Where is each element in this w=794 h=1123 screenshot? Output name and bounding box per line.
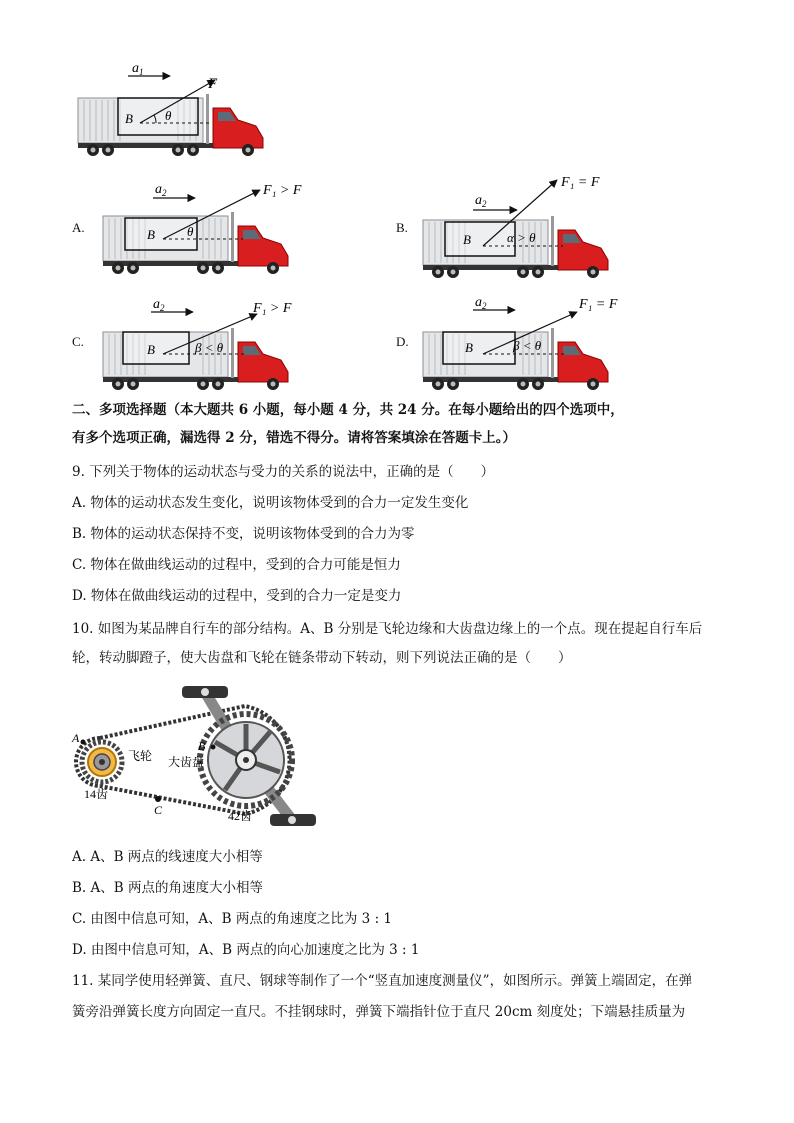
q10-option-c: C. 由图中信息可知，A、B 两点的角速度之比为 3 : 1 bbox=[72, 911, 392, 927]
svg-text:a2: $a_2$ bbox=[475, 193, 487, 209]
truck-figure-option-d bbox=[415, 290, 655, 392]
truck-figure-option-c bbox=[95, 292, 335, 392]
flywheel-label: 飞轮 bbox=[128, 749, 153, 763]
option-b-letter: B. bbox=[396, 220, 408, 235]
svg-text:B: B bbox=[147, 342, 155, 357]
big-teeth-label: 42齿 bbox=[228, 809, 253, 823]
svg-text:a2: $a_2$ bbox=[153, 297, 165, 313]
svg-text:a2: $a_2$ bbox=[155, 182, 167, 198]
acc-label-main: $a_1$ bbox=[132, 61, 144, 77]
svg-text:β < θ: β < θ bbox=[195, 340, 224, 355]
svg-text:B: B bbox=[465, 340, 473, 355]
svg-text:α > θ: α > θ bbox=[507, 230, 536, 245]
chainring-label: 大齿盘 bbox=[168, 755, 205, 769]
q10-stem-line1: 10. 如图为某品牌自行车的部分结构。A、B 分别是飞轮边缘和大齿盘边缘上的一个点。现在提起自行车后 bbox=[72, 621, 703, 637]
section2-header-line1: 二、多项选择题（本大题共 6 小题，每小题 4 分，共 24 分。在每小题给出的四个选项中， bbox=[72, 402, 624, 418]
q10-stem-line2: 轮，转动脚蹬子，使大齿盘和飞轮在链条带动下转动，则下列说法正确的是（ ） bbox=[72, 650, 572, 666]
q11-stem-line2: 簧旁沿弹簧长度方向固定一直尺。不挂钢球时，弹簧下端指针位于直尺 20cm 刻度处；下端悬挂质量为 bbox=[72, 1004, 686, 1020]
q9-stem: 9. 下列关于物体的运动状态与受力的关系的说法中，正确的是（ ） bbox=[72, 464, 495, 480]
svg-text:F₁ = F: F₁ = F bbox=[561, 175, 600, 190]
q10-option-a: A. A、B 两点的线速度大小相等 bbox=[72, 849, 263, 865]
svg-text:B: B bbox=[147, 227, 155, 242]
q9-option-a: A. 物体的运动状态发生变化，说明该物体受到的合力一定发生变化 bbox=[72, 495, 469, 511]
q9-option-d: D. 物体在做曲线运动的过程中，受到的合力一定是变力 bbox=[72, 588, 402, 604]
svg-text:F₁ > F: F₁ > F bbox=[263, 183, 302, 198]
svg-text:F₁ = F: F₁ = F bbox=[579, 297, 618, 312]
truck-figure-main bbox=[70, 58, 280, 158]
q9-option-b: B. 物体的运动状态保持不变，说明该物体受到的合力为零 bbox=[72, 526, 415, 542]
svg-text:B: B bbox=[463, 232, 471, 247]
point-a-label: A bbox=[72, 731, 80, 745]
q10-option-b: B. A、B 两点的角速度大小相等 bbox=[72, 880, 263, 896]
svg-text:a2: $a_2$ bbox=[475, 295, 487, 311]
angle-label-main: θ bbox=[165, 108, 172, 123]
q9-option-c: C. 物体在做曲线运动的过程中，受到的合力可能是恒力 bbox=[72, 557, 401, 573]
small-teeth-label: 14齿 bbox=[84, 787, 109, 801]
force-label-main: F bbox=[208, 76, 218, 92]
q10-option-d: D. 由图中信息可知，A、B 两点的向心加速度之比为 3 : 1 bbox=[72, 942, 420, 958]
bicycle-drive-figure bbox=[70, 680, 330, 830]
option-a-letter: A. bbox=[72, 220, 85, 235]
q11-stem-line1: 11. 某同学使用轻弹簧、直尺、钢球等制作了一个“竖直加速度测量仪”，如图所示。弹簧上端固定，在弹 bbox=[72, 973, 693, 989]
svg-text:β < θ: β < θ bbox=[513, 338, 542, 353]
point-b-label: B bbox=[198, 739, 206, 753]
block-label-main: B bbox=[125, 111, 133, 126]
truck-figure-option-a bbox=[95, 176, 335, 276]
truck-figure-option-b bbox=[415, 168, 655, 280]
option-c-letter: C. bbox=[72, 334, 84, 349]
svg-text:F₁ > F: F₁ > F bbox=[253, 301, 292, 316]
option-d-letter: D. bbox=[396, 334, 409, 349]
section2-header-line2: 有多个选项正确，漏选得 2 分，错选不得分。请将答案填涂在答题卡上。） bbox=[72, 430, 517, 446]
point-c-label: C bbox=[154, 803, 163, 817]
svg-text:θ: θ bbox=[187, 224, 194, 239]
